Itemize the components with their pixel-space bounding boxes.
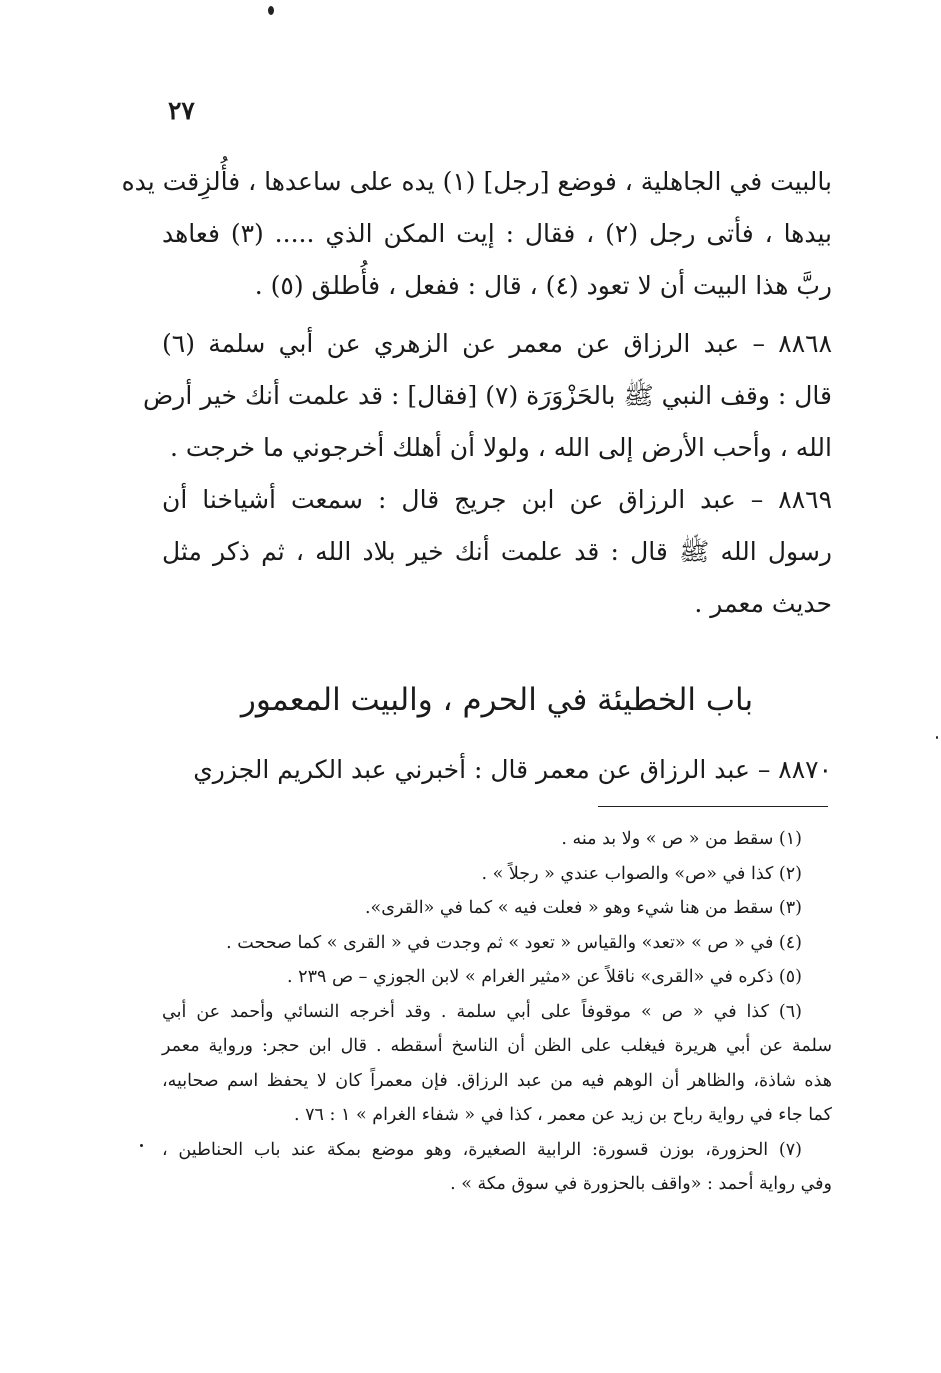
paragraph-continuation xyxy=(121,156,832,312)
footnote-line: (٣) سقط من هنا شيء وهو « فعلت فيه » كما في «القرى». xyxy=(364,898,802,918)
footnote-line: هذه شاذة، والظاهر أن الوهم فيه من عبد الرزاق. فإن معمراً كان لا يحفظ اسم صحابيه، xyxy=(162,1070,832,1091)
footnote-line: وفي رواية أحمد : «واقف بالحزورة في سوق مكة » . xyxy=(450,1174,832,1194)
text-line: ٨٨٧٠ – عبد الرزاق عن معمر قال : أخبرني عبد الكريم الجزري xyxy=(193,755,832,784)
footnote-line: سلمة عن أبي هريرة فيغلب على الظن أن الناسخ أسقطه . قال ابن حجر: ورواية معمر xyxy=(162,1036,832,1056)
ink-mark xyxy=(268,6,274,15)
footnote-line: (١) سقط من « ص » ولا بد منه . xyxy=(561,829,802,849)
text-line: رسول الله ﷺ قال : قد علمت أنك خير بلاد الله ، ثم ذكر مثل xyxy=(162,537,832,566)
hadith-8870 xyxy=(162,744,832,796)
footnote-line: (٦) كذا في « ص » موقوفاً على أبي سلمة . وقد أخرجه النسائي وأحمد عن أبي xyxy=(162,1001,802,1022)
footnote-separator xyxy=(598,806,828,807)
page-number: ٢٧ xyxy=(168,96,195,125)
footnote-line: (٥) ذكره في «القرى» ناقلاً عن «مثير الغرام » لابن الجوزي – ص ٢٣٩ . xyxy=(287,967,802,987)
text-line: ٨٨٦٨ – عبد الرزاق عن معمر عن الزهري عن أبي سلمة (٦) xyxy=(162,329,832,358)
text-line: بيدها ، فأتى رجل (٢) ، فقال : إيت المكن الذي ..... (٣) فعاهد xyxy=(162,219,832,248)
ink-speck xyxy=(936,736,938,739)
footnote-line: كما جاء في رواية رباح بن زيد عن معمر ، كذا في « شفاء الغرام » ١ : ٧٦ . xyxy=(294,1105,832,1125)
text-line: قال : وقف النبي ﷺ بالحَزْوَرَة (٧) [فقال] : قد علمت أنك خير أرض xyxy=(143,381,832,410)
text-line: حديث معمر . xyxy=(694,589,832,618)
text-line: ٨٨٦٩ – عبد الرزاق عن ابن جريج قال : سمعت أشياخنا أن xyxy=(162,485,832,514)
footnotes xyxy=(162,822,832,1202)
text-line: الله ، وأحب الأرض إلى الله ، ولولا أن أهلك أخرجوني ما خرجت . xyxy=(169,433,832,462)
hadith-8868 xyxy=(143,318,832,474)
hadith-8869 xyxy=(162,474,832,630)
footnote-line: (٤) في « ص » «تعد» والقياس « تعود » ثم وجدت في « القرى » كما صححت . xyxy=(226,932,802,953)
footnote-line: (٢) كذا في «ص» والصواب عندي « رجلاً » . xyxy=(481,863,802,884)
section-heading: باب الخطيئة في الحرم ، والبيت المعمور xyxy=(240,682,754,718)
footnote-line: (٧) الحزورة، بوزن قسورة: الرابية الصغيرة، وهو موضع بمكة عند باب الحناطين ، xyxy=(162,1139,802,1160)
text-line: ربَّ هذا البيت أن لا تعود (٤) ، قال : ففعل ، فأُطلق (٥) . xyxy=(254,271,832,300)
ink-speck xyxy=(140,1144,143,1147)
text-line: بالبيت في الجاهلية ، فوضع [رجل] (١) يده على ساعدها ، فأُلزِقت يده xyxy=(121,167,832,196)
